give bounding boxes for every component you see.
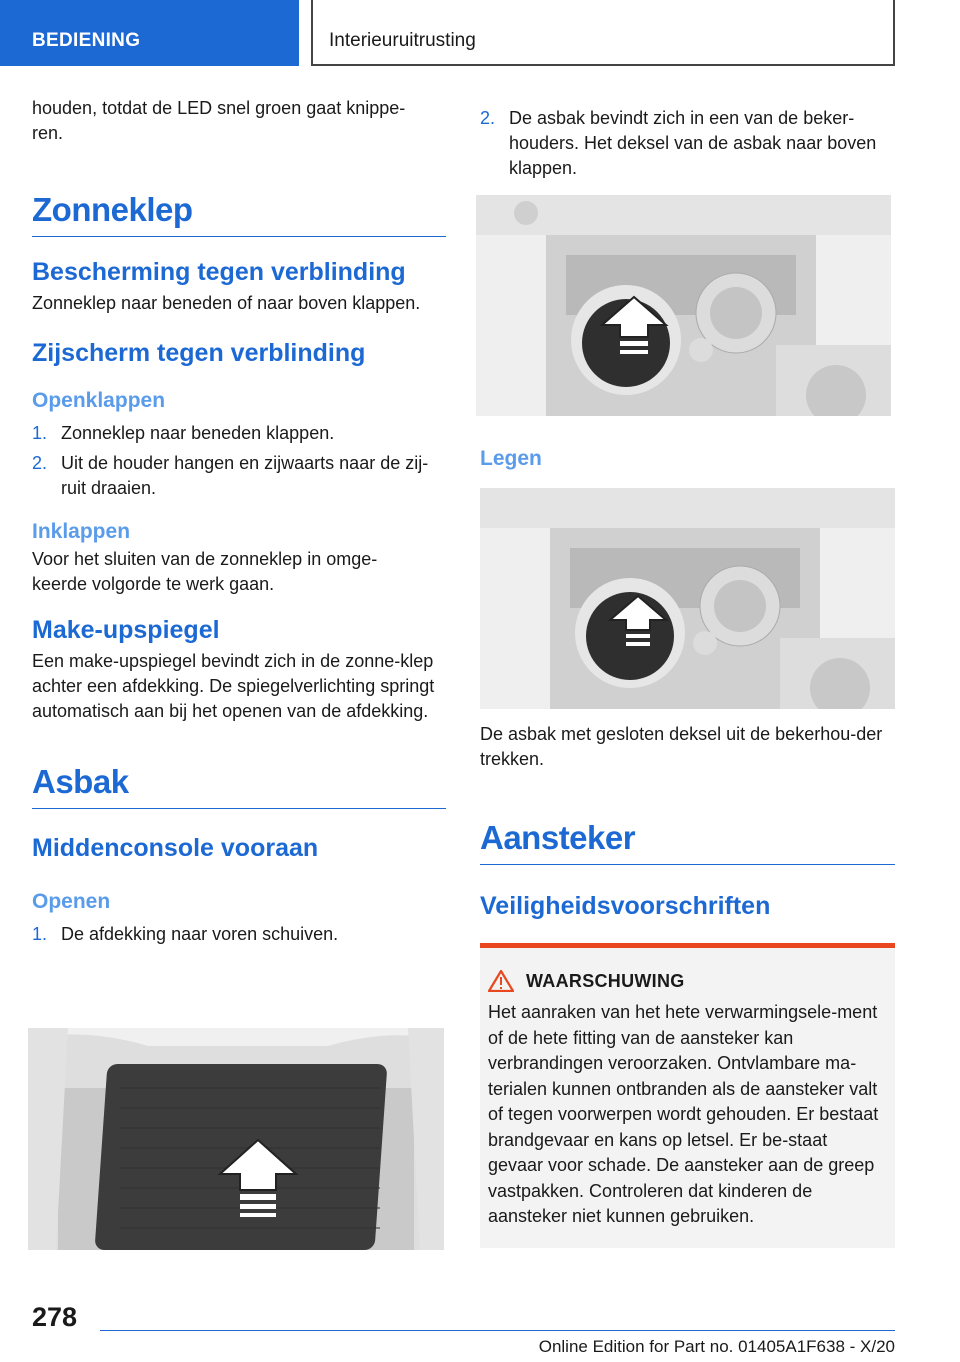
warning-box xyxy=(480,943,895,1248)
step-text: Zonneklep naar beneden klappen. xyxy=(61,423,335,443)
step-text: De asbak bevindt zich in een van de beker-houders. Het deksel van de asbak naar boven klappen. xyxy=(509,108,877,178)
heading-zijscherm: Zijscherm tegen verblinding xyxy=(32,339,366,367)
aansteker-block xyxy=(480,818,895,1248)
heading-inklappen: Inklappen xyxy=(32,520,131,543)
heading-legen: Legen xyxy=(480,447,542,470)
inklappen-text: Voor het sluiten van de zonneklep in omge-keerde volgorde te werk gaan. xyxy=(32,549,378,594)
heading-middenconsole: Middenconsole vooraan xyxy=(32,834,319,862)
list-item xyxy=(32,421,446,446)
page-number: 278 xyxy=(32,1302,78,1332)
warning-label: WAARSCHUWING xyxy=(526,970,685,991)
step-text: De afdekking naar voren schuiven. xyxy=(61,924,339,944)
legen-text-block xyxy=(480,722,890,772)
step-number: 2. xyxy=(32,453,48,473)
heading-makeup: Make-upspiegel xyxy=(32,616,220,644)
legen-block xyxy=(480,446,542,472)
makeup-text: Een make-upspiegel bevindt zich in de zonne-klep achter een afdekking. De spiegelverlichting springt automatisch aan bij het openen van de afdekking. xyxy=(32,651,435,721)
openen-steps-continued xyxy=(480,106,895,181)
intro-text: houden, totdat de LED snel groen gaat knippe-ren. xyxy=(32,98,406,143)
list-item xyxy=(480,106,895,181)
step-number: 2. xyxy=(480,108,496,128)
ashtray-open-illustration xyxy=(476,195,891,416)
warning-text: Het aanraken van het hete verwarmingsele-ment of de hete fitting van de aansteker kan verbrandingen veroorzaken. Ontvlambare ma-terialen kunnen ontbranden als de aansteker valt of tegen voorwerpen wordt gehouden. Er bestaat brandgevaar en kans op letsel. Er be-staat gevaar voor schade. De aansteker aan de greep vastpakken. Controleren dat kinderen de aansteker niet kunnen gebruiken. xyxy=(488,1002,879,1226)
heading-veiligheid: Veiligheidsvoorschriften xyxy=(480,892,771,920)
step-text: Uit de houder hangen en zijwaarts naar de zij-ruit draaien. xyxy=(61,453,429,498)
heading-asbak: Asbak xyxy=(32,762,446,809)
openen-steps xyxy=(32,922,446,947)
edition-note: Online Edition for Part no. 01405A1F638 - X/20 xyxy=(538,1337,895,1356)
left-column xyxy=(32,96,446,952)
heading-openen: Openen xyxy=(32,890,111,913)
footer-divider xyxy=(100,1330,895,1331)
openklappen-steps xyxy=(32,421,446,501)
warning-triangle-icon xyxy=(488,970,514,992)
heading-bescherming: Bescherming tegen verblinding xyxy=(32,258,406,286)
chapter-tab: BEDIENING xyxy=(0,0,299,66)
ashtray-remove-illustration xyxy=(480,488,895,709)
section-title: Interieuruitrusting xyxy=(311,0,895,66)
step-number: 1. xyxy=(32,924,48,944)
bescherming-text: Zonneklep naar beneden of naar boven klappen. xyxy=(32,293,421,313)
heading-aansteker: Aansteker xyxy=(480,818,895,865)
right-column xyxy=(480,106,895,186)
warning-header xyxy=(488,970,887,992)
heading-openklappen: Openklappen xyxy=(32,389,166,412)
heading-zonneklep: Zonneklep xyxy=(32,190,446,237)
step-number: 1. xyxy=(32,423,48,443)
list-item xyxy=(32,451,446,501)
console-cover-illustration xyxy=(28,1028,444,1250)
legen-text: De asbak met gesloten deksel uit de bekerhou-der trekken. xyxy=(480,724,883,769)
list-item xyxy=(32,922,446,947)
